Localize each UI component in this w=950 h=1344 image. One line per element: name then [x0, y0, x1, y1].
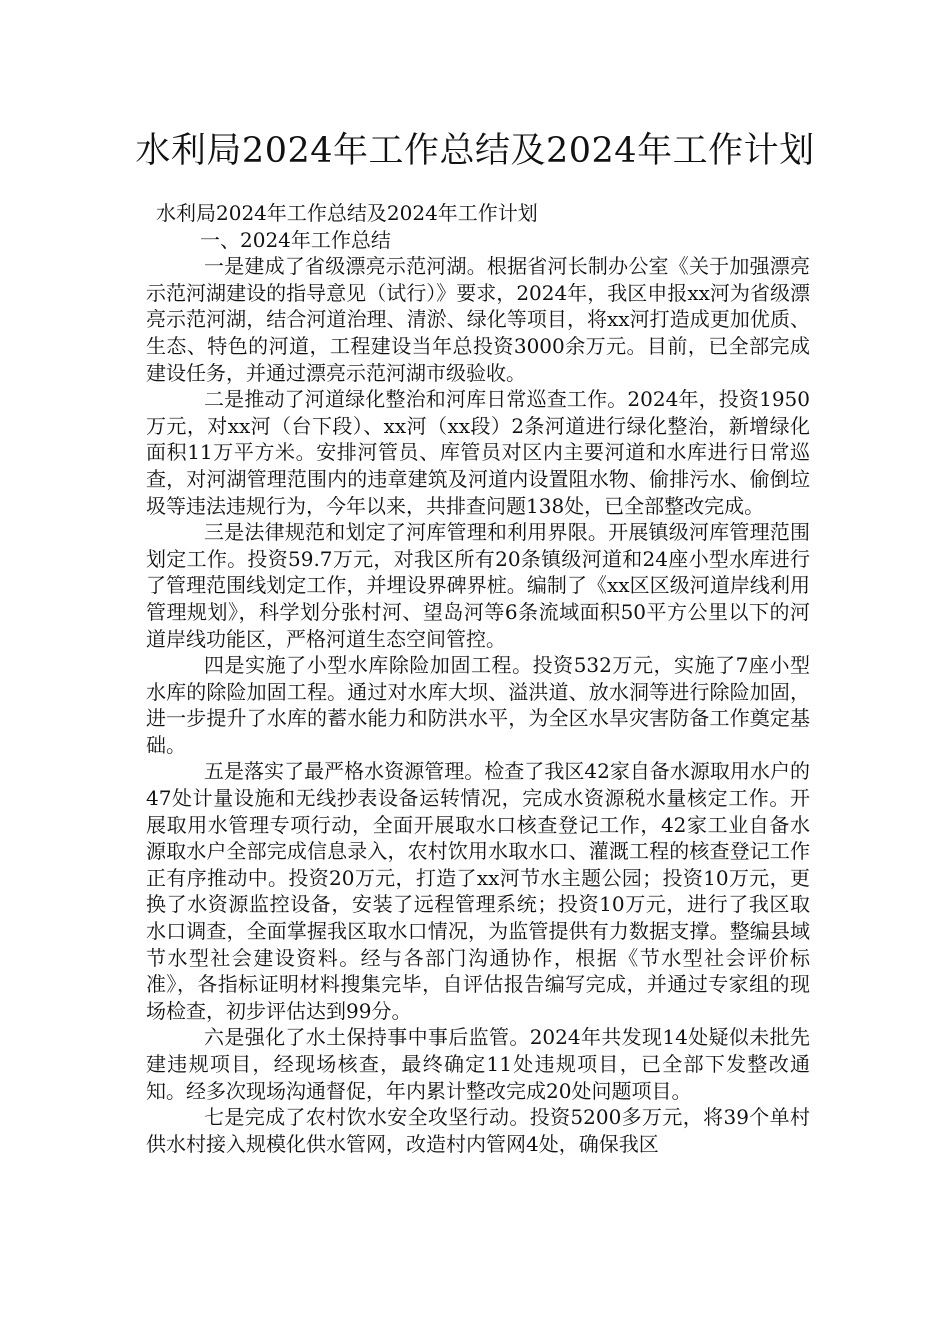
section-heading: 一、2024年工作总结 [200, 227, 391, 252]
paragraph-6: 六是强化了水土保持事中事后监管。2024年共发现14处疑似未批先建违规项目，经现场核查，最终确定11处违规项目，已全部下发整改通知。经多次现场沟通督促，年内累计整改完成20处问题项目。 [146, 1025, 810, 1103]
paragraph-2: 二是推动了河道绿化整治和河库日常巡查工作。2024年，投资1950万元，对xx河（台下段）、xx河（xx段）2条河道进行绿化整治，新增绿化面积11万平方米。安排河管员、库管员对区内主要河道和水库进行日常巡查，对河湖管理范围内的违章建筑及河道内设置阻水物、偷排污水、偷倒垃圾等违法违规行为，今年以来，共排查问题138处，已全部整改完成。 [146, 387, 810, 518]
paragraph-5: 五是落实了最严格水资源管理。检查了我区42家自备水源取用水户的47处计量设施和无线抄表设备运转情况，完成水资源税水量核定工作。开展取用水管理专项行动，全面开展取水口核查登记工作，42家工业自备水源取水户全部完成信息录入，农村饮用水取水口、灌溉工程的核查登记工作正有序推动中。投资20万元，打造了xx河节水主题公园；投资10万元，更换了水资源监控设备，安装了远程管理系统；投资10万元，进行了我区取水口调查，全面掌握我区取水口情况，为监管提供有力数据支撑。整编县域节水型社会建设资料。经与各部门沟通协作，根据《节水型社会评价标准》，各指标证明材料搜集完毕，自评估报告编写完成，并通过专家组的现场检查，初步评估达到99分。 [146, 759, 810, 1023]
paragraph-1: 一是建成了省级漂亮示范河湖。根据省河长制办公室《关于加强漂亮示范河湖建设的指导意见（试行）》要求，2024年，我区申报xx河为省级漂亮示范河湖，结合河道治理、清淤、绿化等项目，将xx河打造成更加优质、生态、特色的河道，工程建设当年总投资3000余万元。目前，已全部完成建设任务，并通过漂亮示范河湖市级验收。 [146, 254, 810, 385]
paragraph-4: 四是实施了小型水库除险加固工程。投资532万元，实施了7座小型水库的除险加固工程。通过对水库大坝、溢洪道、放水洞等进行除险加固，进一步提升了水库的蓄水能力和防洪水平，为全区水旱灾害防备工作奠定基础。 [146, 653, 810, 757]
paragraph-3: 三是法律规范和划定了河库管理和利用界限。开展镇级河库管理范围划定工作。投资59.7万元，对我区所有20条镇级河道和24座小型水库进行了管理范围线划定工作，并埋设界碑界桩。编制了《xx区区级河道岸线利用管理规划》，科学划分张村河、望岛河等6条流域面积50平方公里以下的河道岸线功能区，严格河道生态空间管控。 [146, 520, 810, 651]
document-title: 水利局2024年工作总结及2024年工作计划 [135, 131, 815, 171]
document-body [146, 200, 810, 1157]
document-subtitle: 水利局2024年工作总结及2024年工作计划 [156, 201, 538, 225]
paragraph-7: 七是完成了农村饮水安全攻坚行动。投资5200多万元，将39个单村供水村接入规模化供水管网，改造村内管网4处，确保我区 [146, 1105, 810, 1156]
